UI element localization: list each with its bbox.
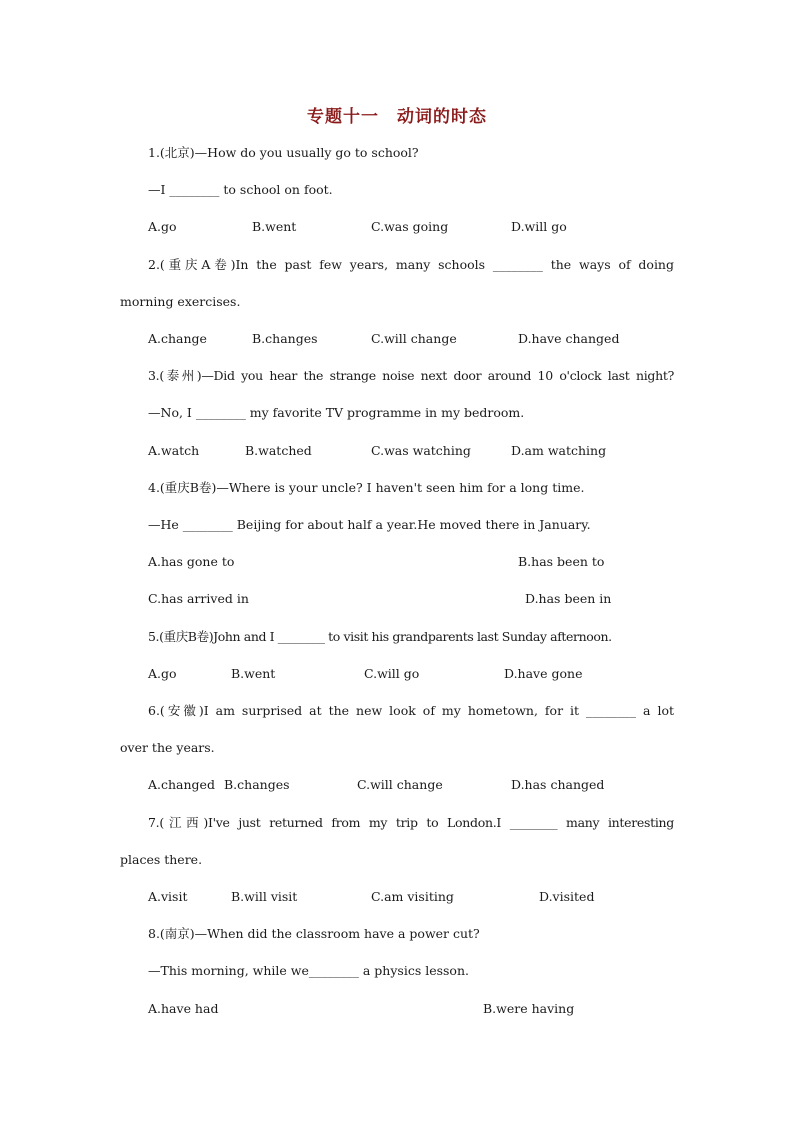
option-c: C.will change bbox=[371, 331, 457, 346]
question-stem: 7.(江西)I've just returned from my trip to London.I ________ many interesting bbox=[148, 815, 674, 830]
question-line: over the years. bbox=[120, 740, 215, 755]
option-a: A.has gone to bbox=[148, 554, 235, 569]
option-c: C.was watching bbox=[371, 443, 471, 458]
option-d: D.has changed bbox=[511, 777, 605, 792]
question-stem: 5.(重庆B卷)John and I ________ to visit his grandparents last Sunday afternoon. bbox=[148, 629, 612, 644]
option-b: B.went bbox=[252, 219, 297, 234]
option-d: D.have gone bbox=[504, 666, 583, 681]
option-d: D.has been in bbox=[525, 591, 612, 606]
option-c: C.will go bbox=[364, 666, 420, 681]
question-line: morning exercises. bbox=[120, 294, 241, 309]
option-a: A.changed bbox=[148, 777, 215, 792]
question-line: —No, I ________ my favorite TV programme in my bedroom. bbox=[148, 405, 525, 420]
option-c: C.am visiting bbox=[371, 889, 454, 904]
option-b: B.watched bbox=[245, 443, 312, 458]
question-stem: 1.(北京)—How do you usually go to school? bbox=[148, 145, 419, 160]
option-c: C.has arrived in bbox=[148, 591, 249, 606]
question-stem: 3.(泰州)—Did you hear the strange noise next door around 10 o'clock last night? bbox=[148, 368, 674, 383]
option-a: A.go bbox=[148, 666, 177, 681]
question-stem: 6.(安徽)I am surprised at the new look of my hometown, for it ________ a lot bbox=[148, 703, 674, 718]
question-stem: 2.(重庆A卷)In the past few years, many schools ________ the ways of doing bbox=[148, 257, 674, 272]
option-c: C.was going bbox=[371, 219, 449, 234]
option-a: A.have had bbox=[148, 1001, 219, 1016]
option-d: D.have changed bbox=[518, 331, 620, 346]
question-line: —I ________ to school on foot. bbox=[148, 182, 333, 197]
option-d: D.will go bbox=[511, 219, 567, 234]
option-a: A.watch bbox=[148, 443, 200, 458]
option-a: A.visit bbox=[148, 889, 188, 904]
page-title: 专题十一 动词的时态 bbox=[307, 107, 487, 127]
option-a: A.change bbox=[148, 331, 207, 346]
option-c: C.will change bbox=[357, 777, 443, 792]
option-b: B.changes bbox=[224, 777, 290, 792]
question-stem: 4.(重庆B卷)—Where is your uncle? I haven't seen him for a long time. bbox=[148, 480, 585, 495]
option-a: A.go bbox=[148, 219, 177, 234]
option-b: B.has been to bbox=[518, 554, 605, 569]
option-d: D.visited bbox=[539, 889, 595, 904]
question-line: —This morning, while we________ a physics lesson. bbox=[148, 963, 469, 978]
question-line: —He ________ Beijing for about half a year.He moved there in January. bbox=[148, 517, 591, 532]
option-b: B.will visit bbox=[231, 889, 298, 904]
option-b: B.were having bbox=[483, 1001, 575, 1016]
option-b: B.changes bbox=[252, 331, 318, 346]
question-stem: 8.(南京)—When did the classroom have a power cut? bbox=[148, 926, 480, 941]
question-line: places there. bbox=[120, 852, 203, 867]
option-b: B.went bbox=[231, 666, 276, 681]
option-d: D.am watching bbox=[511, 443, 607, 458]
